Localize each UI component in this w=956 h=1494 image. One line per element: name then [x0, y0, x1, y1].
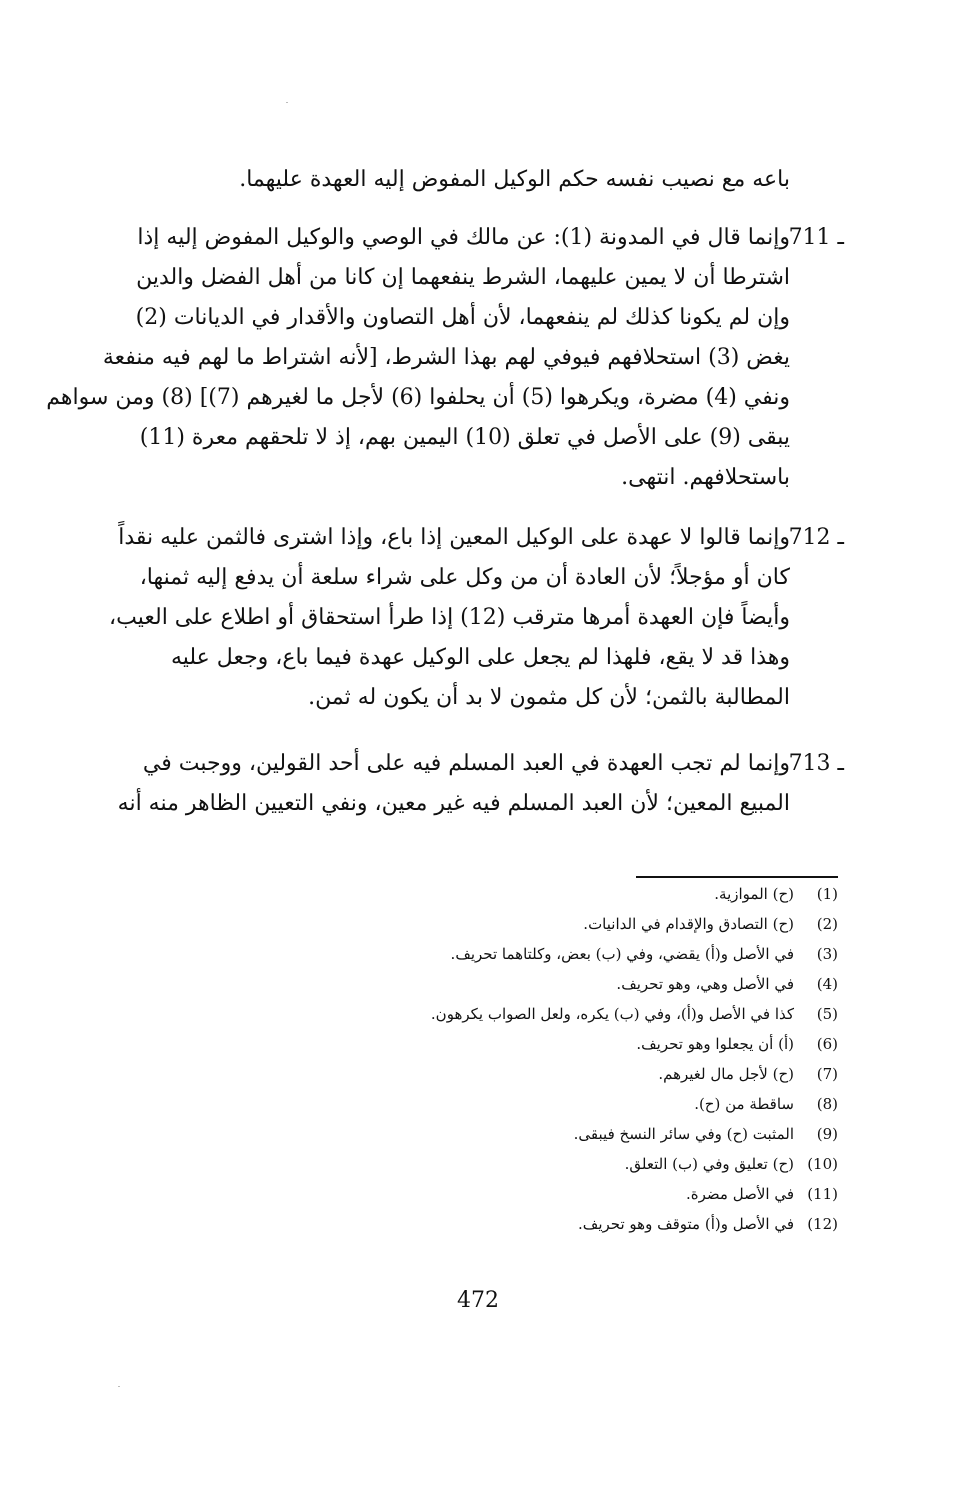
paragraph-line: اشترطا أن لا يمين عليهما، الشرط ينفعهما إن كانا من أهل الفضل والدين	[136, 265, 790, 290]
footnote-text: في الأصل مضرة.	[686, 1185, 794, 1203]
page-number: 472	[457, 1288, 499, 1313]
paragraph-line: وأيضاً فإن العهدة أمرها مترقب (12) إذا طرأ استحقاق أو اطلاع على العيب،	[109, 605, 790, 630]
footnote	[578, 1214, 838, 1234]
paragraph-line: يبقى (9) على الأصل في تعلق (10) اليمين بهم، إذ لا تلحقهم معرة (11)	[139, 425, 790, 450]
intro-line: باعه مع نصيب نفسه حكم الوكيل المفوض إليه العهدة عليهما.	[239, 167, 790, 192]
scan-speck	[286, 102, 288, 103]
footnote	[574, 1124, 838, 1144]
footnote-number: (4)	[816, 975, 838, 993]
footnote	[431, 1004, 838, 1024]
paragraph-line: المطالبة بالثمن؛ لأن كل مثمون لا بد أن يكون له ثمن.	[308, 685, 790, 710]
paragraph-line: وهذا قد لا يقع، فلهذا لم يجعل على الوكيل عهدة فيما باع، وجعل عليه	[170, 645, 790, 670]
paragraph-number: 713 ـ	[788, 751, 844, 776]
footnote-divider	[636, 876, 838, 878]
footnote-number: (5)	[816, 1005, 838, 1023]
footnote-text: في الأصل و(أ) يقضي، وفي (ب) بعض، وكلتاهما تحريف.	[450, 945, 794, 963]
footnote-number: (9)	[816, 1125, 838, 1143]
footnote-text: كذا في الأصل و(أ)، وفي (ب) يكره، ولعل الصواب يكرهون.	[430, 1005, 794, 1023]
footnote	[583, 914, 838, 934]
footnote-text: (ح) تعليق وفي (ب) التعلق.	[624, 1155, 794, 1173]
paragraph-line: كان أو مؤجلاً؛ لأن العادة أن من وكل على شراء سلعة أن يدفع إليه ثمنها،	[139, 565, 790, 590]
footnote-text: المثبت (ح) وفي سائر النسخ فيبقى.	[573, 1125, 794, 1143]
footnote	[686, 1184, 838, 1204]
paragraph-line: المبيع المعين؛ لأن العبد المسلم فيه غير معين، ونفي التعيين الظاهر منه أنه	[117, 791, 790, 816]
paragraph-line: وإنما قال في المدونة (1): عن مالك في الوصي والوكيل المفوض إليه إذا	[137, 225, 790, 250]
paragraph-line: وإنما لم تجب العهدة في العبد المسلم فيه على أحد القولين، ووجبت في	[142, 751, 790, 776]
footnote-number: (1)	[816, 885, 838, 903]
paragraph-line: يغض (3) استحلافهم فيوفي لهم بهذا الشرط، [لأنه اشتراط ما لهم فيه منفعة	[102, 345, 790, 370]
footnote-number: (8)	[816, 1095, 838, 1113]
footnote-text: ساقطة من (ح).	[694, 1095, 794, 1113]
footnote-number: (11)	[807, 1185, 838, 1203]
footnote-text: (ح) لأجل مال لغيرهم.	[658, 1065, 794, 1083]
paragraph-line: وإن لم يكونا كذلك لم ينفعهما، لأن أهل التصاون والأقدار في الديانات (2)	[135, 305, 790, 330]
footnote-number: (3)	[816, 945, 838, 963]
footnote-text: (ح) الموازية.	[714, 885, 794, 903]
footnote	[616, 974, 838, 994]
footnote-number: (6)	[816, 1035, 838, 1053]
footnote-number: (2)	[816, 915, 838, 933]
footnote	[714, 884, 838, 904]
paragraph-line: وإنما قالوا لا عهدة على الوكيل المعين إذا باع، وإذا اشترى فالثمن عليه نقداً	[118, 525, 790, 550]
footnote	[636, 1034, 838, 1054]
paragraph-line: ونفي (4) مضرة، ويكرهوا (5) أن يحلفوا (6) لأجل ما لغيرهم (7)] (8) ومن سواهم	[46, 385, 790, 410]
footnote	[451, 944, 838, 964]
paragraph-line: باستحلافهم. انتهى.	[621, 465, 790, 490]
footnote-number: (12)	[807, 1215, 838, 1233]
footnote-text: (أ) أن يجعلوا وهو تحريف.	[636, 1035, 794, 1053]
scan-speck	[118, 1386, 120, 1387]
footnote-number: (10)	[807, 1155, 838, 1173]
footnote	[625, 1154, 838, 1174]
footnote-text: في الأصل و(أ) متوقف وهو تحريف.	[578, 1215, 794, 1233]
footnote-text: (ح) التصادق والإقدام في الدانيات.	[583, 915, 794, 933]
footnote	[658, 1064, 838, 1084]
footnote-number: (7)	[816, 1065, 838, 1083]
footnote	[694, 1094, 838, 1114]
paragraph-number: 712 ـ	[788, 525, 844, 550]
footnote-text: في الأصل وهي، وهو تحريف.	[616, 975, 794, 993]
paragraph-number: 711 ـ	[788, 225, 844, 250]
